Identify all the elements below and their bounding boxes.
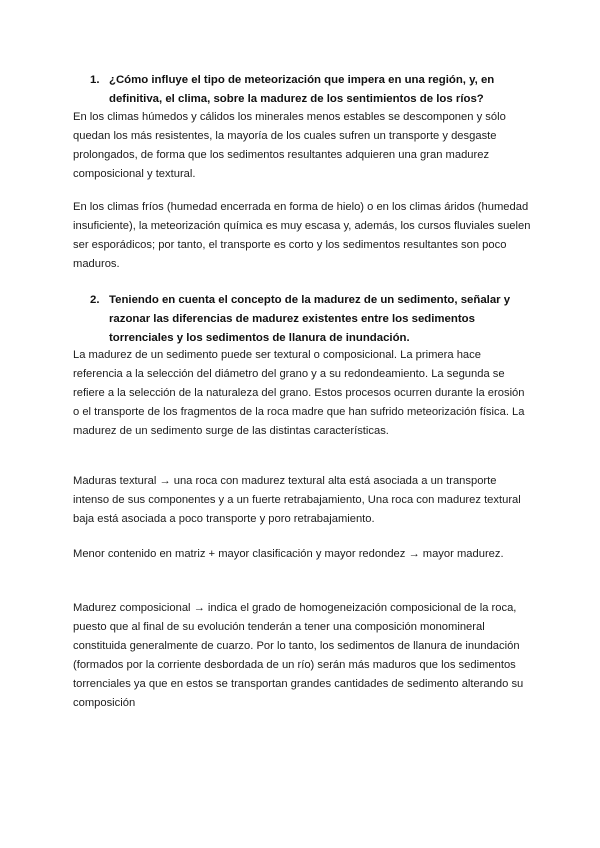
question-1-number: 1. (90, 74, 100, 86)
question-2 (90, 291, 520, 348)
answer-2-paragraph-3: Menor contenido en matriz + mayor clasificación y mayor redondez → mayor madurez. (73, 548, 504, 560)
answer-2-paragraph-4: Madurez composicional → indica el grado de homogeneización composicional de la roca, puesto que al final de su evolución tenderán a tener una composición monomineral constituida generalmente de cuarzo. Por lo tanto, los sedimentos de llanura de inundación (formados por la corriente desbordada de un río) serán más maduros que los sedimentos torrenciales ya que en estos se transportan grandes cantidades de sedimento alterando su composición (73, 602, 524, 709)
answer-1-paragraph-2: En los climas fríos (humedad encerrada en forma de hielo) o en los climas áridos (humedad insuficiente), la meteorización química es muy escasa y, además, los cursos fluviales suelen ser esporádicos; por tanto, el transporte es corto y los sedimentos resultantes son poco maduros. (73, 201, 531, 270)
question-1 (90, 71, 510, 109)
answer-1-paragraph-1: En los climas húmedos y cálidos los minerales menos estables se descomponen y sólo quedan los más resistentes, la mayoría de los cuales sufren un transporte y desgaste prolongados, de forma que los sedimentos resultantes adquieren una gran madurez composicional y textural. (73, 111, 506, 180)
question-1-text: ¿Cómo influye el tipo de meteorización que impera en una región, y, en definitiva, el clima, sobre la madurez de los sentimientos de los ríos? (109, 74, 495, 105)
question-2-number: 2. (90, 294, 100, 306)
question-2-text: Teniendo en cuenta el concepto de la madurez de un sedimento, señalar y razonar las diferencias de madurez existentes entre los sedimentos torrenciales y los sedimentos de llanura de inundación. (109, 294, 511, 344)
answer-2-paragraph-1: La madurez de un sedimento puede ser textural o composicional. La primera hace referencia a la selección del diámetro del grano y a su redondeamiento. La segunda se refiere a la selección de la naturaleza del grano. Estos procesos ocurren durante la erosión o el transporte de los fragmentos de la roca madre que han sufrido meteorización física. La madurez de un sedimento surge de las distintas características. (73, 349, 525, 437)
answer-2-paragraph-2: Maduras textural → una roca con madurez textural alta está asociada a un transporte intenso de sus componentes y a un fuerte retrabajamiento, Una roca con madurez textural baja está asociada a poco transporte y poro retrabajamiento. (73, 475, 521, 525)
